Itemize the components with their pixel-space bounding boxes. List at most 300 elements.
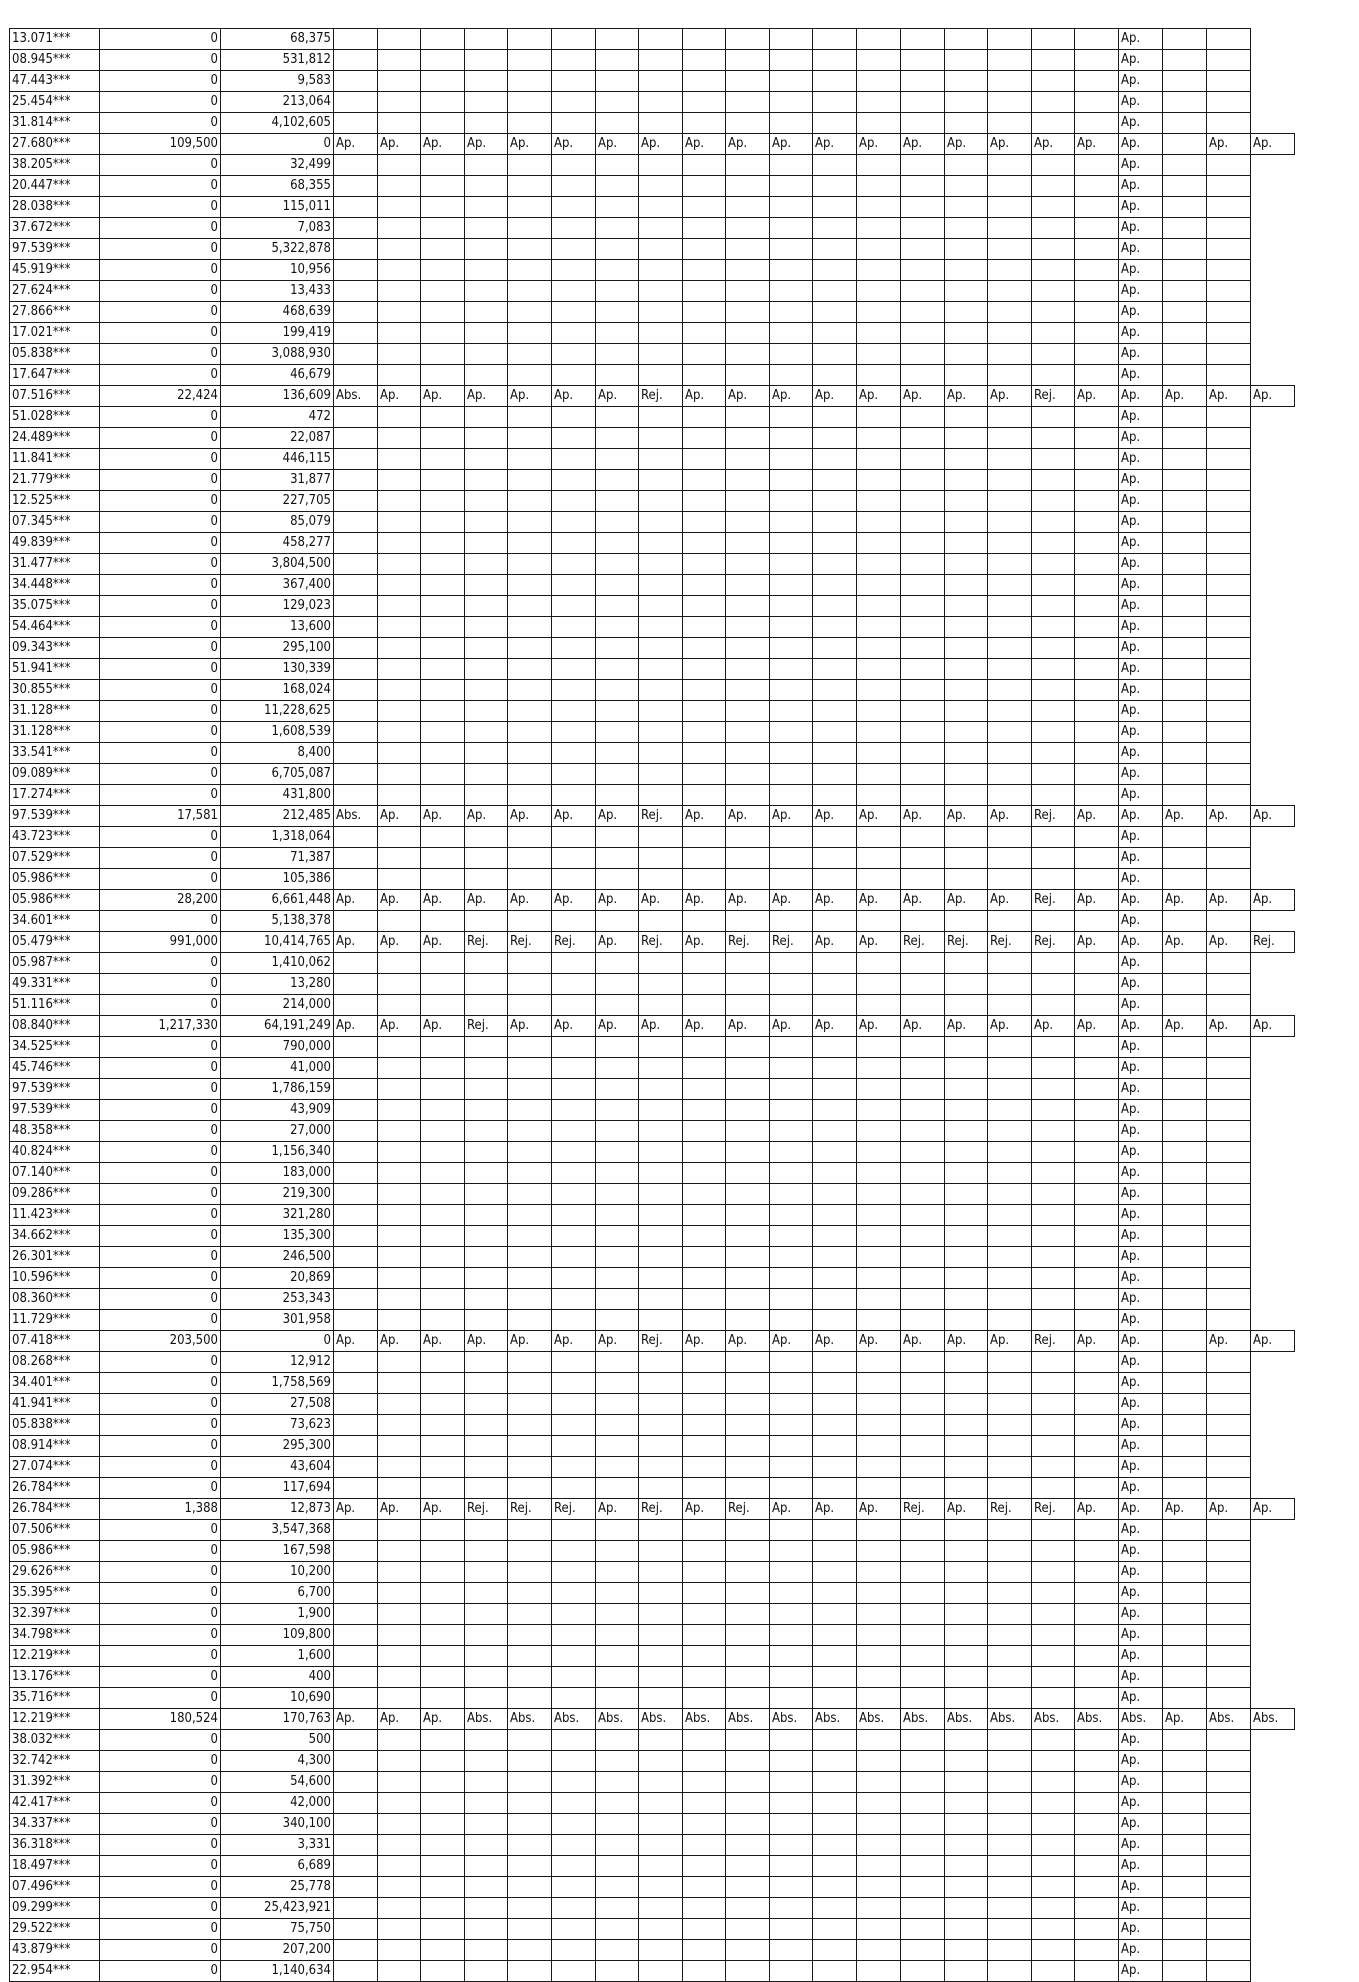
vote-cell [596,365,639,386]
vote-cell [421,554,465,575]
vote-cell [639,1436,683,1457]
vote-cell [1075,407,1119,428]
vote-cell [988,1184,1032,1205]
vote-cell [596,29,639,50]
vote-cell [945,638,988,659]
vote-cell [901,533,945,554]
vote-cell [421,71,465,92]
vote-cell [726,1079,770,1100]
vote-cell: Ap. [1119,1541,1163,1562]
vote-cell [552,953,596,974]
vote-cell [857,1121,901,1142]
vote-cell [421,1772,465,1793]
votes-count-cell: 85,079 [221,512,334,533]
shares-count-cell: 0 [100,512,221,533]
vote-cell [1163,1058,1207,1079]
vote-cell [726,1163,770,1184]
vote-cell [421,1793,465,1814]
vote-cell [334,197,378,218]
votes-count-cell: 468,639 [221,302,334,323]
vote-cell: Abs. [508,1709,552,1730]
vote-cell [901,155,945,176]
vote-cell [1075,1772,1119,1793]
vote-cell [508,218,552,239]
vote-cell [1207,512,1251,533]
vote-cell [1163,911,1207,932]
table-row [10,1751,1295,1772]
table-row [10,1856,1295,1877]
vote-cell [988,1289,1032,1310]
vote-cell: Ap. [1075,1016,1119,1037]
votes-count-cell: 340,100 [221,1814,334,1835]
vote-cell: Ap. [1119,1058,1163,1079]
vote-cell [683,953,726,974]
vote-cell [683,1961,726,1982]
vote-cell [857,218,901,239]
vote-cell [508,1940,552,1961]
vote-cell: Ap. [1119,92,1163,113]
vote-cell [421,50,465,71]
vote-cell [465,953,508,974]
shares-count-cell: 1,217,330 [100,1016,221,1037]
vote-cell [639,911,683,932]
vote-cell [988,533,1032,554]
vote-cell [508,1856,552,1877]
vote-cell: Abs. [1075,1709,1119,1730]
vote-cell: Ap. [1119,953,1163,974]
vote-cell [857,617,901,638]
vote-cell [726,155,770,176]
vote-cell [945,575,988,596]
vote-cell [596,1541,639,1562]
vote-cell: Abs. [726,1709,770,1730]
shareholder-id-cell: 27.624*** [10,281,100,302]
vote-cell [1163,1121,1207,1142]
vote-cell [508,974,552,995]
vote-cell [1207,869,1251,890]
shares-count-cell: 0 [100,1814,221,1835]
vote-cell [552,1121,596,1142]
vote-cell [465,1037,508,1058]
vote-cell: Ap. [1119,197,1163,218]
shares-count-cell: 17,581 [100,806,221,827]
vote-cell [988,974,1032,995]
vote-cell [334,1730,378,1751]
vote-cell [1075,1751,1119,1772]
votes-count-cell: 10,414,765 [221,932,334,953]
vote-cell [639,239,683,260]
vote-cell [421,1541,465,1562]
vote-cell [683,449,726,470]
vote-cell [813,1520,857,1541]
vote-cell: Ap. [334,890,378,911]
vote-cell [465,827,508,848]
vote-cell [945,1961,988,1982]
vote-cell [813,1268,857,1289]
vote-cell: Ap. [1075,932,1119,953]
vote-cell [1163,134,1207,155]
vote-cell [857,995,901,1016]
vote-cell [378,722,421,743]
vote-cell [945,617,988,638]
vote-cell [683,281,726,302]
vote-cell [465,1772,508,1793]
vote-cell [465,1142,508,1163]
vote-cell [1075,1058,1119,1079]
vote-cell [901,218,945,239]
vote-cell [988,1079,1032,1100]
vote-cell [421,1877,465,1898]
vote-cell [1075,155,1119,176]
votes-count-cell: 46,679 [221,365,334,386]
vote-cell [1032,995,1075,1016]
vote-cell [857,1583,901,1604]
vote-cell [465,1898,508,1919]
vote-cell [726,470,770,491]
vote-cell [945,533,988,554]
shares-count-cell: 0 [100,218,221,239]
vote-cell: Ap. [1119,470,1163,491]
vote-cell [1163,785,1207,806]
vote-cell [1207,575,1251,596]
vote-cell [988,554,1032,575]
vote-cell [901,1583,945,1604]
votes-count-cell: 12,873 [221,1499,334,1520]
vote-cell: Rej. [1032,890,1075,911]
vote-cell [1163,449,1207,470]
vote-cell [726,1625,770,1646]
vote-cell [1163,1331,1207,1352]
votes-count-cell: 9,583 [221,71,334,92]
vote-cell [552,176,596,197]
vote-cell: Ap. [378,1016,421,1037]
vote-cell [683,1310,726,1331]
vote-cell [465,1730,508,1751]
shares-count-cell: 0 [100,575,221,596]
vote-cell [726,344,770,365]
shares-count-cell: 0 [100,638,221,659]
vote-cell: Ap. [1119,113,1163,134]
vote-cell [945,71,988,92]
vote-cell [857,344,901,365]
vote-cell [421,323,465,344]
vote-cell [508,680,552,701]
votes-count-cell: 4,102,605 [221,113,334,134]
vote-cell: Ap. [1119,1352,1163,1373]
vote-cell: Ap. [421,932,465,953]
table-row [10,155,1295,176]
shares-count-cell: 0 [100,974,221,995]
vote-cell [1163,1877,1207,1898]
table-row [10,1646,1295,1667]
vote-cell [857,1310,901,1331]
vote-cell [813,1898,857,1919]
vote-cell: Ap. [683,932,726,953]
vote-cell [639,1121,683,1142]
vote-cell [508,1961,552,1982]
vote-cell [770,1919,813,1940]
votes-count-cell: 400 [221,1667,334,1688]
vote-cell [596,470,639,491]
votes-count-cell: 73,623 [221,1415,334,1436]
vote-cell: Ap. [465,806,508,827]
votes-count-cell: 5,138,378 [221,911,334,932]
vote-cell [1207,1205,1251,1226]
vote-cell [988,743,1032,764]
shareholder-id-cell: 27.074*** [10,1457,100,1478]
vote-cell [770,365,813,386]
vote-cell [1207,344,1251,365]
vote-cell [596,1268,639,1289]
vote-cell [901,1163,945,1184]
table-row [10,953,1295,974]
vote-cell [421,1730,465,1751]
vote-cell [465,302,508,323]
vote-cell: Ap. [465,1331,508,1352]
vote-cell [683,659,726,680]
vote-cell [945,680,988,701]
vote-cell [945,323,988,344]
vote-cell: Ap. [1119,1688,1163,1709]
vote-cell: Ap. [378,932,421,953]
vote-cell [465,323,508,344]
shareholder-id-cell: 17.647*** [10,365,100,386]
vote-cell [378,50,421,71]
vote-cell [683,197,726,218]
table-row [10,470,1295,491]
vote-cell [378,1940,421,1961]
vote-cell [988,470,1032,491]
vote-cell [639,281,683,302]
vote-cell: Ap. [1119,1142,1163,1163]
vote-cell [988,1037,1032,1058]
vote-cell [465,596,508,617]
vote-cell [552,596,596,617]
vote-cell [508,1121,552,1142]
vote-cell: Ap. [1163,386,1207,407]
shares-count-cell: 0 [100,1373,221,1394]
vote-cell [1207,1604,1251,1625]
vote-cell: Ap. [552,1016,596,1037]
vote-cell [1163,239,1207,260]
vote-cell: Ap. [1119,491,1163,512]
vote-cell [596,554,639,575]
vote-cell: Ap. [1119,1583,1163,1604]
vote-cell [726,1352,770,1373]
vote-cell: Ap. [421,1331,465,1352]
vote-cell [596,1289,639,1310]
vote-cell [813,1625,857,1646]
shares-count-cell: 0 [100,29,221,50]
vote-cell [334,1898,378,1919]
vote-cell: Ap. [508,134,552,155]
vote-cell [421,176,465,197]
table-row [10,344,1295,365]
vote-cell [334,113,378,134]
vote-cell [1207,1646,1251,1667]
vote-cell [683,218,726,239]
vote-cell [1163,869,1207,890]
vote-cell [1163,1583,1207,1604]
vote-cell [726,71,770,92]
vote-cell: Rej. [901,1499,945,1520]
vote-cell [857,848,901,869]
vote-cell [1163,1604,1207,1625]
vote-cell [465,617,508,638]
vote-cell [1032,1268,1075,1289]
vote-cell [813,1037,857,1058]
shareholder-id-cell: 26.784*** [10,1499,100,1520]
vote-cell [901,1814,945,1835]
vote-cell: Abs. [1119,1709,1163,1730]
votes-count-cell: 32,499 [221,155,334,176]
vote-cell [1207,1541,1251,1562]
vote-cell [1163,617,1207,638]
table-row [10,449,1295,470]
vote-cell [945,659,988,680]
vote-cell [508,1520,552,1541]
votes-count-cell: 167,598 [221,1541,334,1562]
table-row [10,806,1295,827]
vote-cell [945,1100,988,1121]
vote-cell: Ap. [770,1331,813,1352]
vote-cell [508,407,552,428]
vote-cell [813,1394,857,1415]
vote-cell [988,953,1032,974]
shareholder-id-cell: 13.176*** [10,1667,100,1688]
vote-cell [770,323,813,344]
table-row [10,869,1295,890]
vote-cell [1075,596,1119,617]
vote-cell [813,29,857,50]
vote-cell [596,1730,639,1751]
vote-cell [596,764,639,785]
vote-cell [857,764,901,785]
vote-cell [1075,1604,1119,1625]
vote-cell [508,1625,552,1646]
vote-cell: Abs. [683,1709,726,1730]
vote-cell [857,1604,901,1625]
vote-cell [1207,1898,1251,1919]
vote-cell: Ap. [1119,1016,1163,1037]
vote-cell [552,323,596,344]
vote-cell [726,1793,770,1814]
vote-cell [726,1898,770,1919]
vote-cell: Ap. [1119,1268,1163,1289]
vote-cell [465,1856,508,1877]
vote-cell [770,848,813,869]
vote-cell [1163,659,1207,680]
vote-cell [726,1583,770,1604]
vote-cell [508,701,552,722]
vote-cell: Rej. [1032,1499,1075,1520]
vote-cell [1163,92,1207,113]
vote-cell: Ap. [770,890,813,911]
vote-cell [1163,470,1207,491]
vote-cell [378,995,421,1016]
vote-cell [857,1142,901,1163]
vote-cell [770,1730,813,1751]
vote-cell [596,50,639,71]
vote-cell: Ap. [1119,764,1163,785]
vote-cell [770,1226,813,1247]
vote-cell [334,953,378,974]
vote-cell: Rej. [1032,932,1075,953]
vote-cell [552,1163,596,1184]
vote-cell [1032,323,1075,344]
vote-cell [1075,1835,1119,1856]
vote-cell [857,1961,901,1982]
vote-cell [596,491,639,512]
vote-cell [1032,470,1075,491]
vote-cell: Ap. [726,386,770,407]
vote-cell [596,1205,639,1226]
vote-cell: Ap. [1119,1373,1163,1394]
vote-cell [901,1352,945,1373]
vote-cell [421,1562,465,1583]
vote-cell [726,764,770,785]
vote-cell: Ap. [552,806,596,827]
vote-cell [683,1205,726,1226]
vote-cell [1207,1835,1251,1856]
vote-cell [334,638,378,659]
vote-cell [421,1667,465,1688]
vote-cell [683,533,726,554]
shares-count-cell: 0 [100,1562,221,1583]
vote-cell [770,638,813,659]
vote-cell [988,785,1032,806]
vote-cell [813,491,857,512]
vote-cell [639,470,683,491]
vote-cell: Ap. [683,890,726,911]
vote-cell [465,659,508,680]
vote-cell [901,1772,945,1793]
vote-cell [813,365,857,386]
vote-cell [1207,1856,1251,1877]
votes-count-cell: 1,410,062 [221,953,334,974]
vote-cell [378,512,421,533]
vote-cell: Ap. [421,134,465,155]
vote-cell: Ap. [421,1016,465,1037]
vote-cell [334,428,378,449]
vote-cell [1032,617,1075,638]
vote-cell: Ap. [901,1331,945,1352]
votes-count-cell: 115,011 [221,197,334,218]
vote-cell [770,1898,813,1919]
shareholder-id-cell: 36.318*** [10,1835,100,1856]
shares-count-cell: 0 [100,50,221,71]
vote-cell [508,722,552,743]
vote-cell [639,1352,683,1373]
vote-cell [857,533,901,554]
vote-cell [683,1163,726,1184]
vote-cell [1032,722,1075,743]
vote-cell [945,1604,988,1625]
vote-cell [552,1058,596,1079]
vote-cell [770,1352,813,1373]
vote-cell [726,428,770,449]
vote-cell [1032,1184,1075,1205]
vote-cell [1163,1079,1207,1100]
vote-cell [508,50,552,71]
vote-cell: Ap. [857,1331,901,1352]
vote-cell [857,1478,901,1499]
shares-count-cell: 0 [100,1919,221,1940]
vote-cell [945,50,988,71]
vote-cell [1163,974,1207,995]
votes-count-cell: 431,800 [221,785,334,806]
vote-cell: Ap. [378,1499,421,1520]
